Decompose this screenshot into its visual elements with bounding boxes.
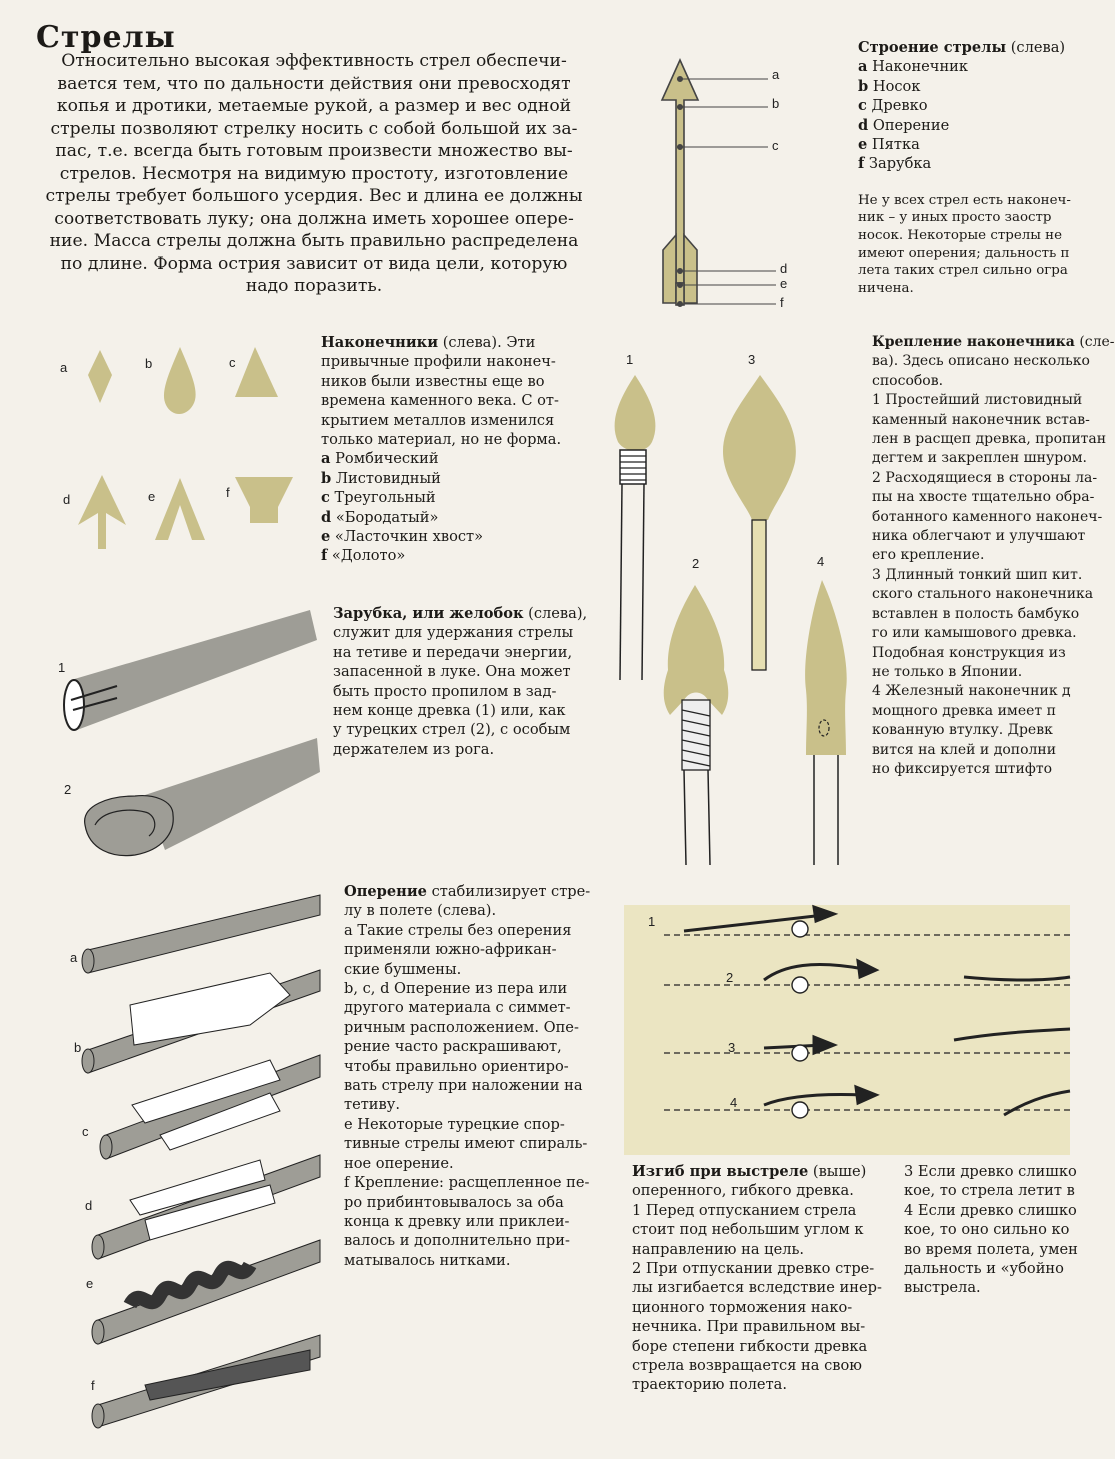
heads-item: a Ромбический [321,450,439,468]
nock-line: держателем из рога. [333,740,495,758]
heads-line: ников были известны еще во [321,372,545,390]
attach-line: пы на хвосте тщательно обра- [872,489,1095,506]
fletching-figures [70,895,330,1435]
nock-line: нем конце древка (1) или, как [333,702,566,720]
fletch-label-f: f [91,1378,95,1393]
flex-line: стоит под небольшим углом к [632,1221,864,1239]
intro-line: ние. Масса стрелы должна быть правильно распределена [49,231,579,251]
attach-line: вится на клей и дополни [872,741,1057,758]
fletch-line: матывалось нитками. [344,1251,511,1269]
attach-heading: Крепление наконечника [872,334,1075,350]
shape-label-a: a [60,360,68,375]
fletch-line: другого материала с симмет- [344,999,571,1017]
heads-item: d «Бородатый» [321,508,439,526]
intro-line: надо поразить. [245,276,383,296]
flex-line: оперенного, гибкого древка. [632,1182,854,1200]
attach-line: каменный наконечник встав- [872,411,1090,428]
shaft-flex-figure [624,905,1070,1155]
shape-label-f: f [226,485,230,500]
fletch-note: стабилизирует стре- [431,883,591,900]
heads-line: крытием металлов изменился [321,411,555,429]
structure-note: (слева) [1010,39,1066,56]
flex-line: траекторию полета. [632,1376,787,1394]
head-attachment-figures [600,370,850,870]
fletch-line: чтобы правильно ориентиро- [344,1057,569,1075]
attach-line: ва). Здесь описано несколько [872,353,1090,370]
attach-line: Подобная конструкция из [872,644,1066,661]
fletch-line: ное оперение. [344,1154,454,1172]
nock-fig-1 [64,610,317,730]
attach-fig-3 [723,375,796,670]
intro-paragraph [40,50,588,298]
nock-label-1: 1 [58,660,66,675]
page-title: Стрелы [36,20,176,55]
attachment-caption [872,333,1115,779]
chisel-head-shape [235,477,293,523]
attach-line: ского стального наконечника [872,586,1094,603]
flex-line: стрела возвращается на свою [632,1357,863,1375]
attach-line: его крепление. [872,547,985,564]
intro-line: вается тем, что по дальности действия они превосходят [57,73,571,94]
flex-col2-line: кое, то оно сильно ко [904,1221,1070,1239]
fletch-heading: Оперение [344,883,427,900]
heads-note: (слева). Эти [442,334,536,351]
attach-line: 3 Длинный тонкий шип кит. [872,566,1083,583]
fletch-line: f Крепление: расщепленное пе- [344,1174,590,1192]
intro-line: стрелы позволяют стрелку носить с собой большой их за- [50,118,578,139]
fletch-line: ские бушмены. [344,960,462,978]
heads-line: времена каменного века. С от- [321,392,559,410]
intro-line: соответствовать луку; она должна иметь хорошее опере- [54,208,574,229]
attach-line: способов. [872,372,944,389]
flex-caption-col2 [904,1162,1078,1298]
nock-line: быть просто пропилом в зад- [333,682,557,700]
attach-note: (сле- [1079,334,1115,350]
structure-item: a Наконечник [858,58,969,76]
structure-item: e Пятка [858,136,920,154]
fletch-label-c: c [82,1124,89,1139]
flex-col2-line: выстрела. [904,1279,981,1297]
shape-label-c: c [229,355,236,370]
structure-item: d Оперение [858,116,950,134]
nock-figures [55,600,325,870]
nock-line: служит для удержания стрелы [333,624,574,642]
structure-para-line: лета таких стрел сильно огра [858,263,1068,279]
attach-line: лен в расщеп древка, пропитан [872,431,1107,448]
flex-label-1: 1 [648,914,656,929]
structure-label-d: d [780,261,788,276]
leaf-head-shape [164,347,196,414]
attach-line: 2 Расходящиеся в стороны ла- [872,469,1098,486]
triangular-head-shape [235,347,278,397]
attach-line: ботанного каменного наконеч- [872,508,1103,525]
structure-item: f Зарубка [858,155,932,173]
flex-label-2: 2 [726,970,734,985]
intro-line: по длине. Форма острия зависит от вида цели, которую [60,253,568,274]
structure-label-b: b [772,96,780,111]
flex-heading: Изгиб при выстреле [632,1163,809,1180]
fletch-label-a: a [70,950,78,965]
flex-line: 1 Перед отпусканием стрела [632,1201,857,1219]
attach-fig-1 [615,375,656,680]
fletch-line: ро прибинтовывалось за оба [344,1193,564,1211]
flex-label-4: 4 [730,1095,738,1110]
fletch-line: тивные стрелы имеют спираль- [344,1135,588,1153]
attach-label-2: 2 [692,556,700,571]
structure-label-a: a [772,67,780,82]
structure-caption [858,38,1070,297]
flex-col2-line: 3 Если древко слишко [904,1163,1077,1180]
heads-heading: Наконечники [321,334,439,351]
attach-label-1: 1 [626,352,634,367]
fletch-fig-e [98,1240,320,1344]
shape-label-e: e [148,489,156,504]
flex-line: боре степени гибкости древка [632,1337,868,1355]
nock-line: на тетиве и передачи энергии, [333,643,573,661]
attach-line: вставлен в полость бамбуко [872,605,1080,622]
swallowtail-head-shape [155,478,205,540]
flex-label-3: 3 [728,1040,736,1055]
fletch-line: рение часто раскрашивают, [344,1038,562,1056]
nock-fig-2 [85,738,320,856]
attach-line: 1 Простейший листовидный [872,392,1083,409]
structure-label-c: c [772,138,779,153]
flex-line: ционного торможения нако- [632,1298,853,1316]
nock-caption [333,604,601,759]
attach-line: мощного древка имеет п [872,702,1056,719]
heads-item: b Листовидный [321,469,441,487]
nock-line: у турецких стрел (2), с особым [333,721,571,739]
heads-line: только материал, но не форма. [321,431,562,449]
nock-label-2: 2 [64,782,72,797]
arrowhead-shapes [60,345,310,560]
intro-line: стрелы требует большого усердия. Вес и длина ее должны [45,186,583,206]
fletch-fig-a [88,895,320,973]
shape-label-b: b [145,356,153,371]
shape-label-d: d [63,492,71,507]
intro-line: копья и дротики, метаемые рукой, а размер и вес одной [56,96,572,116]
flex-col2-line: во время полета, умен [904,1240,1078,1258]
flex-col2-line: кое, то стрела летит в [904,1182,1075,1200]
fletch-line: b, c, d Оперение из пера или [344,980,568,998]
heads-line: привычные профили наконеч- [321,353,556,371]
nock-note: (слева), [528,605,588,622]
structure-para-line: ник – у иных просто заостр [858,210,1052,226]
fletch-line: ричным расположением. Опе- [344,1018,579,1036]
intro-line: стрелов. Несмотря на видимую простоту, изготовление [59,163,569,184]
structure-label-e: e [780,276,788,291]
structure-para-line: имеют оперения; дальность п [858,245,1070,261]
fletch-label-d: d [85,1198,93,1213]
flex-line: лы изгибается вследствие инер- [632,1279,882,1297]
structure-para-line: носок. Некоторые стрелы не [858,228,1063,244]
attach-line: 4 Железный наконечник д [872,683,1071,700]
fletch-line: конца к древку или приклеи- [344,1212,570,1230]
intro-line: пас, т.е. всегда быть готовым произвести множество вы- [55,141,573,161]
flex-col2-line: дальность и «убойно [904,1260,1064,1278]
fletching-caption [344,882,616,1270]
attach-line: ника облегчают и улучшают [872,528,1086,545]
attach-label-4: 4 [817,554,825,569]
attach-fig-2 [664,585,729,865]
fletch-line: валось и дополнительно при- [344,1232,570,1250]
intro-line: Относительно высокая эффективность стрел обеспечи- [61,51,567,71]
structure-para-line: ничена. [858,280,914,296]
attach-line: кованную втулку. Древк [872,722,1053,739]
fletch-line: тетиву. [344,1096,400,1114]
nock-line: запасенной в луке. Она может [333,663,571,681]
fletch-label-b: b [74,1040,82,1055]
attach-line: дегтем и закреплен шнуром. [872,450,1087,467]
attach-label-3: 3 [748,352,756,367]
flex-line: нечника. При правильном вы- [632,1318,866,1336]
fletch-label-e: e [86,1276,94,1291]
structure-label-f: f [780,295,784,310]
attach-fig-4 [805,580,847,865]
heads-item: c Треугольный [321,489,436,507]
attach-line: не только в Японии. [872,663,1023,680]
nock-heading: Зарубка, или желобок [333,605,524,622]
fletch-line: лу в полете (слева). [344,902,497,920]
fletch-line: применяли южно-африкан- [344,941,557,959]
arrowheads-caption [321,333,596,566]
structure-item: c Древко [858,97,928,115]
heads-item: e «Ласточкин хвост» [321,528,484,546]
barbed-head-shape [78,475,126,549]
heads-item: f «Долото» [321,547,406,565]
attach-line: но фиксируется штифто [872,760,1052,777]
structure-item: b Носок [858,77,921,95]
flex-note: (выше) [812,1163,867,1180]
flex-line: 2 При отпускании древко стре- [632,1260,875,1278]
attach-line: го или камышового древка. [872,625,1077,642]
fletch-line: e Некоторые турецкие спор- [344,1115,565,1133]
fletch-line: вать стрелу при наложении на [344,1077,583,1095]
flex-caption [632,1162,902,1395]
fletch-line: a Такие стрелы без оперения [344,921,572,939]
flex-col2-line: 4 Если древко слишко [904,1201,1077,1219]
structure-heading: Строение стрелы [858,39,1007,56]
structure-para-line: Не у всех стрел есть наконеч- [858,192,1071,208]
flex-line: направлению на цель. [632,1240,805,1258]
rhombic-head-shape [88,350,112,403]
